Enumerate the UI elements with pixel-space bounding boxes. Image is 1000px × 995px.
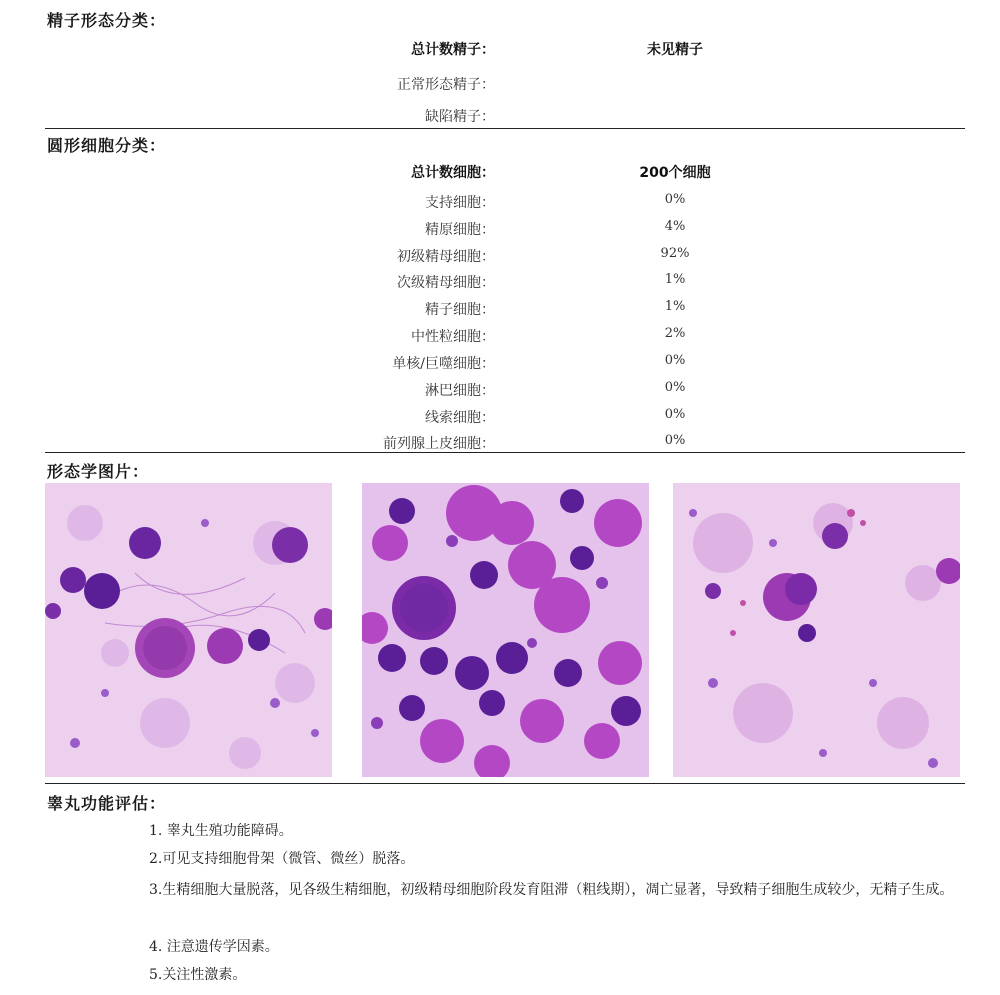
prostate-epithelial-label: 前列腺上皮细胞： (383, 436, 495, 452)
sertoli-cell-label: 支持细胞： (425, 195, 495, 211)
neutrophil-value: 2% (664, 326, 686, 341)
assessment-note-4: 4. 注意遗传学因素。 (149, 939, 279, 955)
divider-3 (45, 783, 965, 784)
assessment-note-1: 1. 睾丸生殖功能障碍。 (149, 823, 293, 839)
neutrophil-label: 中性粒细胞： (411, 329, 495, 345)
lymphocyte-label: 淋巴细胞： (425, 383, 495, 399)
micrograph-1 (45, 483, 332, 777)
spermatogonia-label: 精原细胞： (425, 222, 495, 238)
primary-spermatocyte-label: 初级精母细胞： (397, 249, 495, 265)
total-cells-label: 总计数细胞： (411, 165, 495, 181)
total-cells-value: 200个细胞 (639, 165, 711, 181)
secondary-spermatocyte-value: 1% (664, 272, 686, 287)
defective-sperm-label: 缺陷精子： (425, 109, 495, 125)
assessment-section-title: 睾丸功能评估： (47, 794, 167, 813)
assessment-note-5: 5.关注性激素。 (149, 967, 247, 983)
primary-spermatocyte-value: 92% (660, 246, 690, 261)
divider-1 (45, 128, 965, 129)
total-sperm-value: 未见精子 (647, 42, 703, 58)
divider-2 (45, 452, 965, 453)
prostate-epithelial-value: 0% (664, 433, 686, 448)
clue-cell-label: 线索细胞： (425, 410, 495, 426)
sertoli-cell-value: 0% (664, 192, 686, 207)
micrograph-3 (673, 483, 960, 777)
total-sperm-label: 总计数精子： (411, 42, 495, 58)
clue-cell-value: 0% (664, 407, 686, 422)
monocyte-macrophage-label: 单核/巨噬细胞： (392, 356, 495, 372)
spermatid-label: 精子细胞： (425, 302, 495, 318)
secondary-spermatocyte-label: 次级精母细胞： (397, 275, 495, 291)
round-cell-section-title: 圆形细胞分类： (47, 136, 167, 155)
assessment-note-2: 2.可见支持细胞骨架（微管、微丝）脱落。 (149, 851, 415, 867)
micrograph-2 (362, 483, 649, 777)
morphology-section-title: 形态学图片： (47, 462, 150, 481)
lymphocyte-value: 0% (664, 380, 686, 395)
normal-sperm-label: 正常形态精子： (397, 77, 495, 93)
assessment-note-3: 3.生精细胞大量脱落，见各级生精细胞，初级精母细胞阶段发育阻滞（粗线期），凋亡显著，导致精子细胞生成较少，无精子生成。 (149, 882, 954, 898)
spermatid-value: 1% (664, 299, 686, 314)
spermatogonia-value: 4% (664, 219, 686, 234)
monocyte-macrophage-value: 0% (664, 353, 686, 368)
sperm-section-title: 精子形态分类： (47, 11, 167, 30)
